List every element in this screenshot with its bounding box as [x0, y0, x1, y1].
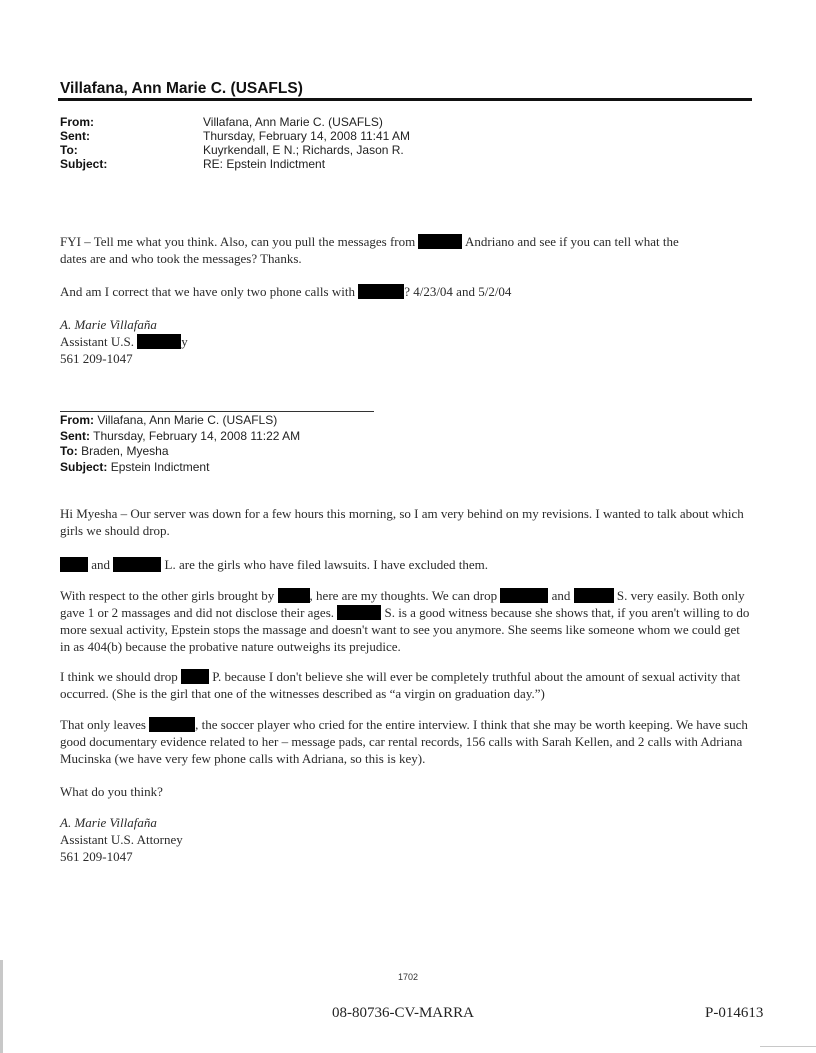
- bates-number: P-014613: [705, 1005, 764, 1021]
- original-paragraph-5: [60, 716, 750, 767]
- original-text: S. is a good witness because she shows that, if you aren't willing to do more sexual activity, Epstein stops the massage and doesn't want to see you anymore. She seems like someone whom we could get in as 404(b) because the probative nature outweighs its prejudice.: [60, 605, 750, 654]
- original-from-value: Villafana, Ann Marie C. (USAFLS): [97, 413, 278, 427]
- redaction-block: [181, 669, 209, 684]
- page-number: 1702: [398, 972, 419, 982]
- original-text: I think we should drop: [60, 669, 178, 684]
- original-text: Both only gave 1 or 2 massages and did not disclose their ages.: [60, 588, 745, 620]
- redaction-block: [574, 588, 614, 603]
- original-paragraph-4: [60, 668, 750, 702]
- original-to-value: Braden, Myesha: [81, 444, 169, 458]
- original-from: [60, 413, 300, 429]
- reply-signature: [60, 316, 188, 367]
- original-sent: [60, 429, 300, 445]
- original-paragraph-2: [60, 556, 750, 573]
- original-paragraph-6: What do you think?: [60, 784, 163, 799]
- redaction-block: [418, 234, 462, 249]
- signature-title: [60, 333, 188, 350]
- original-text: L. are the girls who have filed lawsuits. I have excluded them.: [164, 557, 488, 572]
- redaction-block: [337, 605, 381, 620]
- original-to-label: To:: [60, 444, 78, 458]
- scan-margin-line: [0, 960, 3, 1053]
- original-subject-value: Epstein Indictment: [110, 459, 210, 474]
- original-message-rule: [60, 411, 374, 412]
- original-text: , the soccer player who cried for the entire interview. I think that she may be worth keeping. We have such good documentary evidence related to her – message pads, car rental records, 156 calls with Sarah Kellen, and 2 calls with Adriana Mucinska (we have very few phone calls with Adriana, so this is key).: [60, 717, 748, 766]
- original-to: [60, 444, 300, 460]
- scan-bottom-line: [760, 1046, 816, 1047]
- original-sent-value: Thursday, February 14, 2008 11:22 AM: [93, 428, 301, 443]
- original-signature: [60, 814, 183, 865]
- signature-name: A. Marie Villafaña: [60, 317, 157, 332]
- original-paragraph-3: [60, 587, 752, 655]
- original-sent-label: Sent:: [60, 428, 90, 443]
- original-paragraph-1: Hi Myesha – Our server was down for a few hours this morning, so I am very behind on my revisions. I wanted to talk about which girls we should drop.: [60, 506, 744, 538]
- signature-title-text: y: [181, 334, 188, 349]
- subject-label: Subject:: [60, 157, 108, 171]
- redaction-block: [113, 557, 161, 572]
- to-value: Kuyrkendall, E N.; Richards, Jason R.: [203, 143, 404, 157]
- redaction-block: [60, 557, 88, 572]
- redaction-block: [137, 334, 181, 349]
- reply-text: dates are and who took the messages? Thanks.: [60, 251, 302, 266]
- reply-text: ? 4/23/04 and 5/2/04: [404, 284, 512, 299]
- original-text: , here are my thoughts. We can drop: [309, 588, 498, 603]
- original-subject-label: Subject:: [60, 459, 108, 474]
- original-text: and: [91, 557, 111, 572]
- signature-phone: 561 209-1047: [60, 849, 133, 864]
- sent-label: Sent:: [60, 129, 90, 143]
- email-title: Villafana, Ann Marie C. (USAFLS): [60, 80, 303, 97]
- original-text: That only leaves: [60, 717, 146, 732]
- to-label: To:: [60, 143, 78, 157]
- original-text: S. very easily.: [616, 588, 690, 603]
- signature-title: Assistant U.S. Attorney: [60, 832, 183, 847]
- reply-text: FYI – Tell me what you think. Also, can you pull the messages from: [60, 234, 416, 249]
- subject-value: RE: Epstein Indictment: [203, 157, 326, 171]
- sent-value: Thursday, February 14, 2008 11:41 AM: [203, 129, 411, 143]
- redaction-block: [500, 588, 548, 603]
- original-subject: [60, 460, 300, 476]
- redaction-block: [149, 717, 195, 732]
- signature-name: A. Marie Villafaña: [60, 815, 157, 830]
- reply-text: And am I correct that we have only two phone calls with: [60, 284, 355, 299]
- from-label: From:: [60, 115, 94, 129]
- redaction-block: [358, 284, 404, 299]
- from-value: Villafana, Ann Marie C. (USAFLS): [203, 115, 383, 129]
- original-text: With respect to the other girls brought by: [60, 588, 275, 603]
- redaction-block: [278, 588, 310, 603]
- original-text: and: [551, 588, 571, 603]
- reply-paragraph-2: [60, 283, 750, 300]
- title-rule: [58, 98, 752, 101]
- signature-phone: 561 209-1047: [60, 351, 133, 366]
- case-number: 08-80736-CV-MARRA: [332, 1005, 474, 1021]
- original-from-label: From:: [60, 413, 94, 427]
- reply-text: Andriano and see if you can tell what the: [465, 234, 679, 249]
- reply-paragraph-1: [60, 233, 750, 267]
- original-text: P. because I don't believe she will ever be completely truthful about the amount of sexual activity that occurred. (She is the girl that one of the witnesses described as “a virgin on graduation day.”): [60, 669, 741, 701]
- signature-title-text: Assistant U.S.: [60, 334, 135, 349]
- original-header: [60, 413, 300, 475]
